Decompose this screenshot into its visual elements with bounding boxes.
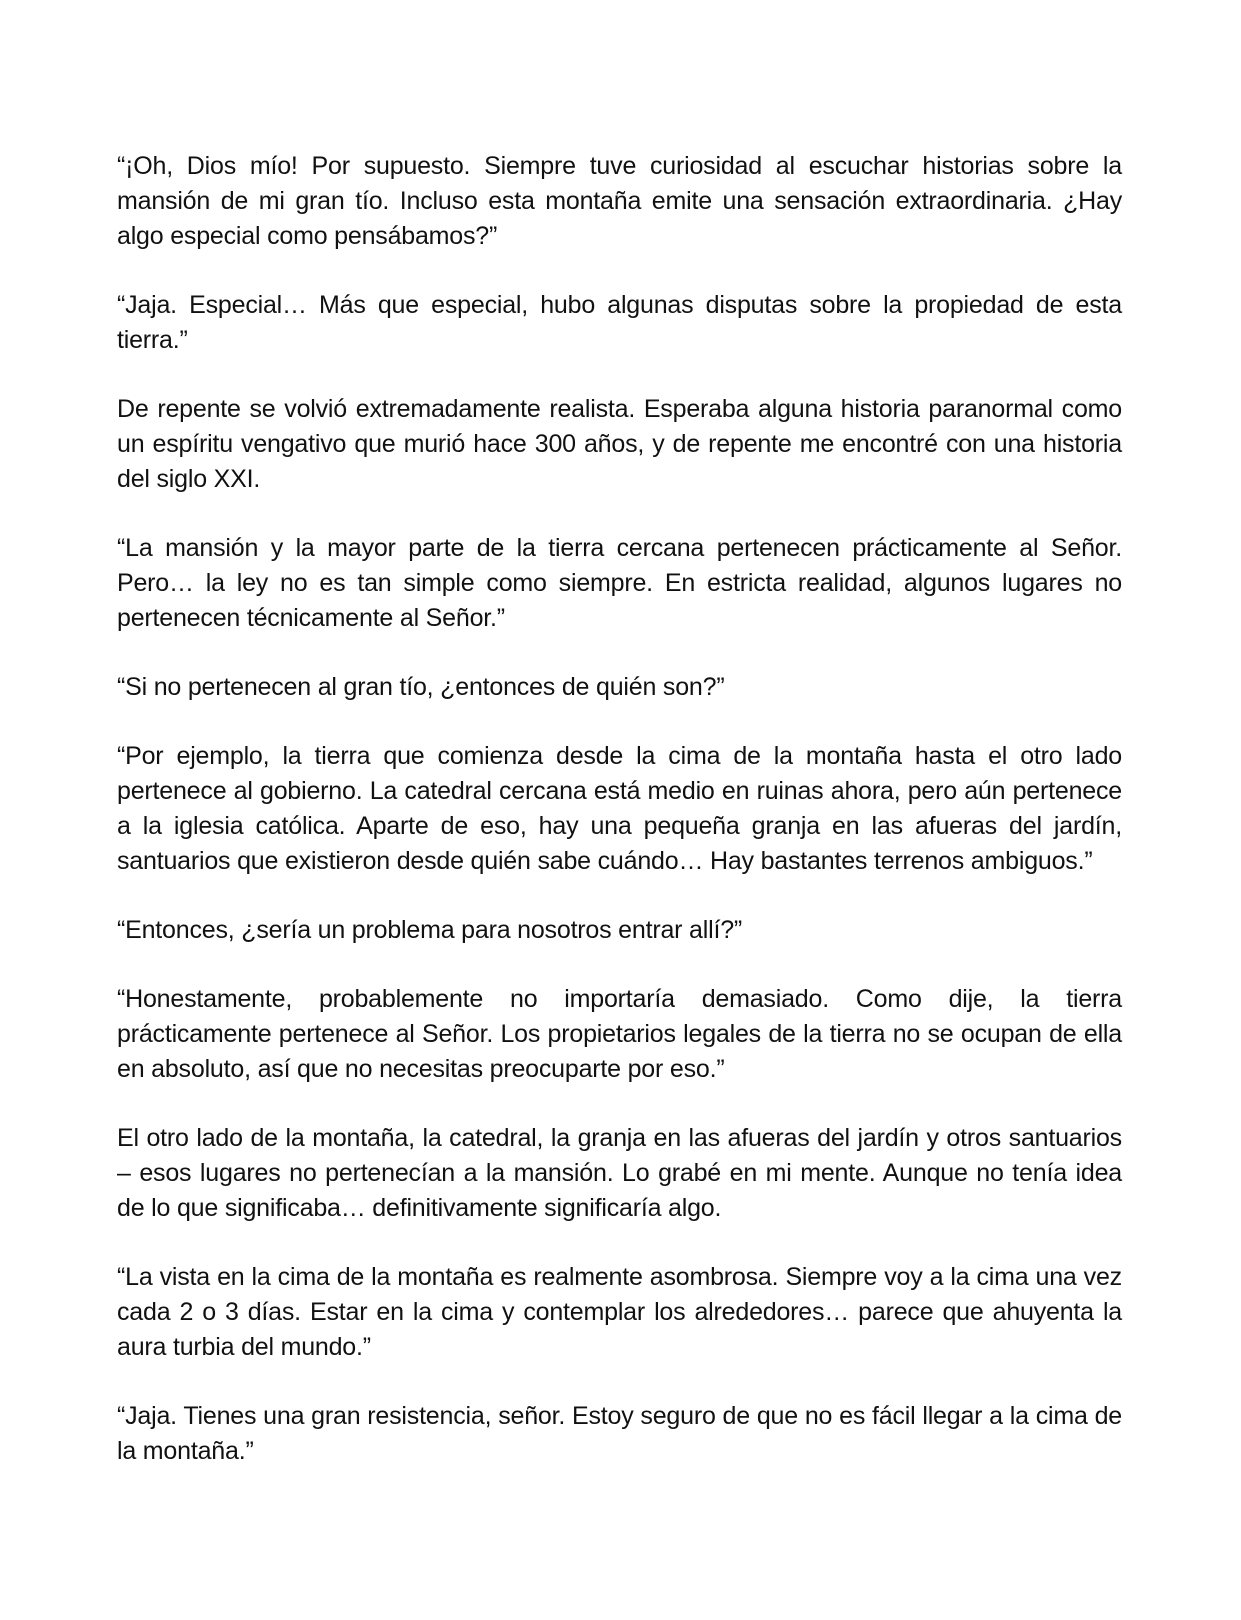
paragraph: De repente se volvió extremadamente realista. Esperaba alguna historia paranormal como un espíritu vengativo que murió hace 300 años, y de repente me encontré con una historia del siglo XXI. xyxy=(117,395,1122,493)
paragraph: “Entonces, ¿sería un problema para nosotros entrar allí?” xyxy=(117,916,743,944)
document-body xyxy=(117,149,1122,1469)
paragraph: “La vista en la cima de la montaña es realmente asombrosa. Siempre voy a la cima una vez cada 2 o 3 días. Estar en la cima y contemplar los alrededores… parece que ahuyenta la aura turbia del mundo.” xyxy=(117,1263,1122,1361)
paragraph: “La mansión y la mayor parte de la tierra cercana pertenecen prácticamente al Señor. Pero… la ley no es tan simple como siempre. En estricta realidad, algunos lugares no pertenecen técnicamente al Señor.” xyxy=(117,534,1122,632)
paragraph: “Jaja. Especial… Más que especial, hubo algunas disputas sobre la propiedad de esta tierra.” xyxy=(117,291,1122,354)
paragraph: “Honestamente, probablemente no importaría demasiado. Como dije, la tierra prácticamente pertenece al Señor. Los propietarios legales de la tierra no se ocupan de ella en absoluto, así que no necesitas preocuparte por eso.” xyxy=(117,985,1122,1083)
paragraph: “Por ejemplo, la tierra que comienza desde la cima de la montaña hasta el otro lado pertenece al gobierno. La catedral cercana está medio en ruinas ahora, pero aún pertenece a la iglesia católica. Aparte de eso, hay una pequeña granja en las afueras del jardín, santuarios que existieron desde quién sabe cuándo… Hay bastantes terrenos ambiguos.” xyxy=(117,742,1122,875)
paragraph: “Jaja. Tienes una gran resistencia, señor. Estoy seguro de que no es fácil llegar a la cima de la montaña.” xyxy=(117,1402,1122,1465)
paragraph: El otro lado de la montaña, la catedral, la granja en las afueras del jardín y otros santuarios – esos lugares no pertenecían a la mansión. Lo grabé en mi mente. Aunque no tenía idea de lo que significaba… definitivamente significaría algo. xyxy=(117,1124,1122,1222)
paragraph: “Si no pertenecen al gran tío, ¿entonces de quién son?” xyxy=(117,673,725,701)
paragraph: “¡Oh, Dios mío! Por supuesto. Siempre tuve curiosidad al escuchar historias sobre la mansión de mi gran tío. Incluso esta montaña emite una sensación extraordinaria. ¿Hay algo especial como pensábamos?” xyxy=(117,152,1122,250)
